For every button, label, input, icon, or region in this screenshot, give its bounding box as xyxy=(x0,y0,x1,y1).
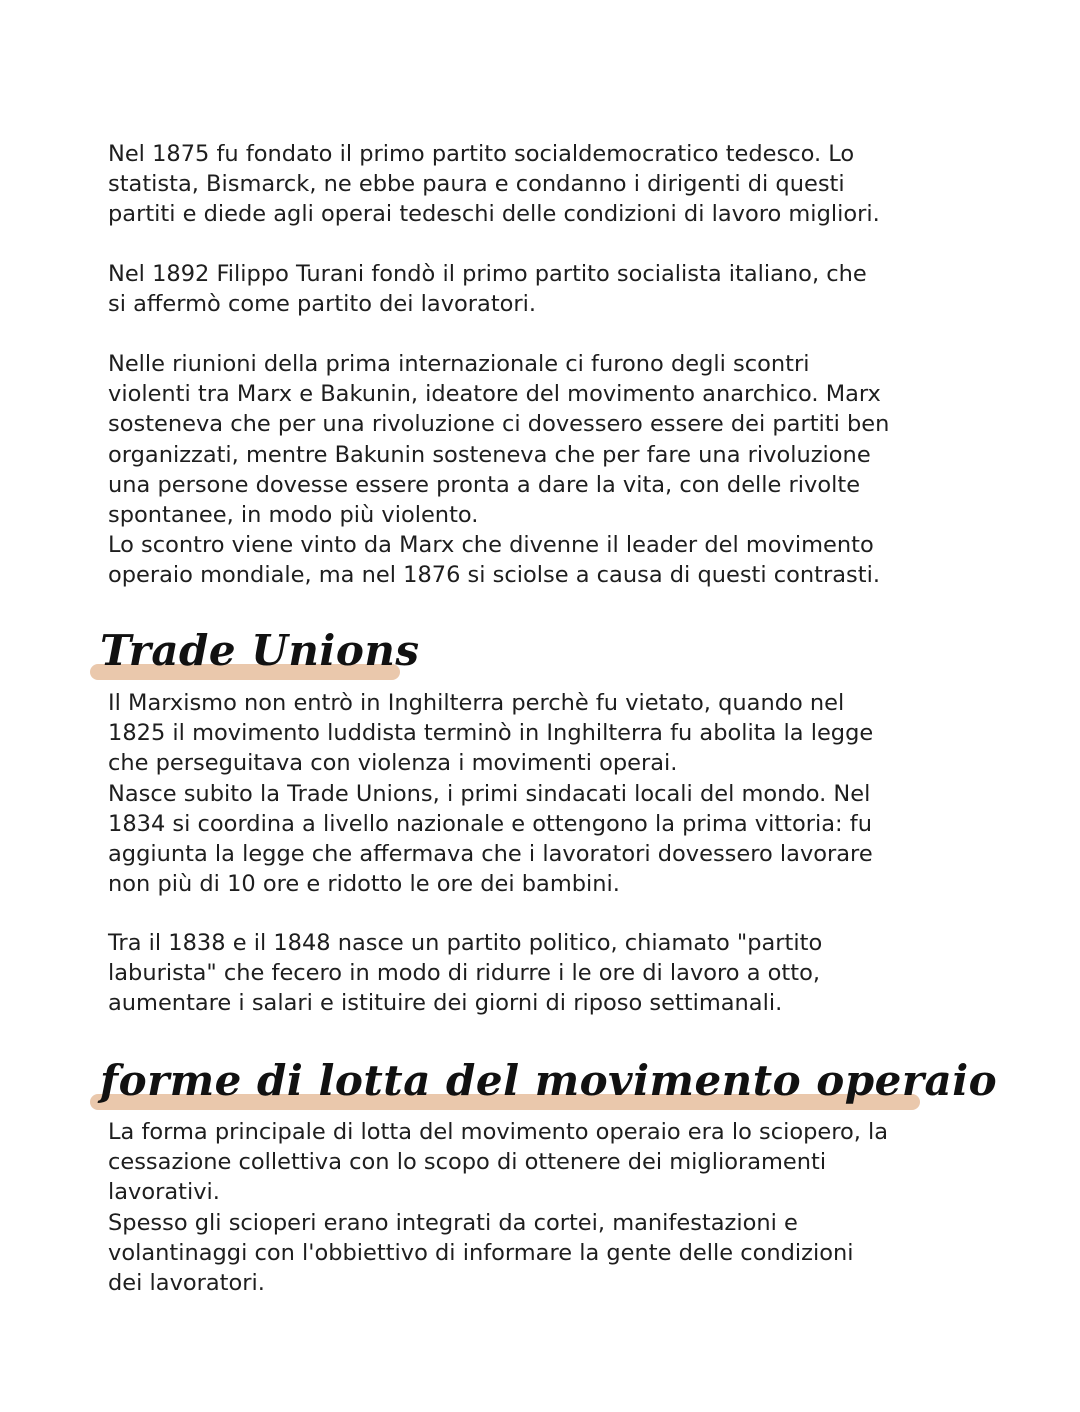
text-line: volantinaggi con l'obbiettivo di informare la gente delle condizioni xyxy=(108,1239,854,1266)
text-line: Tra il 1838 e il 1848 nasce un partito politico, chiamato "partito xyxy=(108,930,823,956)
text-line: Lo scontro viene vinto da Marx che divenne il leader del movimento xyxy=(108,532,874,559)
text-line: 1834 si coordina a livello nazionale e ottengono la prima vittoria: fu xyxy=(108,810,872,837)
text-line: aggiunta la legge che affermava che i lavoratori dovessero lavorare xyxy=(108,841,873,868)
heading-forme-di-lotta xyxy=(100,1050,997,1120)
paragraph-trade-unions xyxy=(108,688,988,899)
paragraph-forme-di-lotta xyxy=(108,1117,988,1298)
text-line: Nasce subito la Trade Unions, i primi sindacati locali del mondo. Nel xyxy=(108,780,871,807)
text-line: non più di 10 ore e ridotto le ore dei bambini. xyxy=(108,871,620,898)
paragraph-labour-party xyxy=(108,928,988,1019)
text-line: Nel 1892 Filippo Turani fondò il primo partito socialista italiano, che xyxy=(108,261,867,287)
heading-text: forme di lotta del movimento operaio xyxy=(100,1056,998,1105)
text-line: partiti e diede agli operai tedeschi delle condizioni di lavoro migliori. xyxy=(108,201,880,228)
text-line: dei lavoratori. xyxy=(108,1270,265,1297)
heading-text: Trade Unions xyxy=(100,626,420,675)
text-line: aumentare i salari e istituire dei giorni di riposo settimanali. xyxy=(108,990,783,1017)
text-line: una persone dovesse essere pronta a dare la vita, con delle rivolte xyxy=(108,471,861,498)
text-line: 1825 il movimento luddista terminò in Inghilterra fu abolita la legge xyxy=(108,720,874,747)
heading-trade-unions xyxy=(100,620,420,690)
text-line: statista, Bismarck, ne ebbe paura e condanno i dirigenti di questi xyxy=(108,171,845,198)
text-line: cessazione collettiva con lo scopo di ottenere dei miglioramenti xyxy=(108,1149,827,1176)
text-line: La forma principale di lotta del movimento operaio era lo sciopero, la xyxy=(108,1119,889,1145)
text-line: sosteneva che per una rivoluzione ci dovessero essere dei partiti ben xyxy=(108,411,890,438)
text-line: operaio mondiale, ma nel 1876 si sciolse a causa di questi contrasti. xyxy=(108,562,880,589)
text-line: violenti tra Marx e Bakunin, ideatore del movimento anarchico. Marx xyxy=(108,381,881,408)
text-line: Il Marxismo non entrò in Inghilterra perchè fu vietato, quando nel xyxy=(108,690,845,716)
text-line: si affermò come partito dei lavoratori. xyxy=(108,291,537,318)
paragraph-first-international xyxy=(108,349,988,591)
text-line: Nelle riunioni della prima internazionale ci furono degli scontri xyxy=(108,351,810,377)
text-line: organizzati, mentre Bakunin sosteneva che per fare una rivoluzione xyxy=(108,441,871,468)
text-line: Nel 1875 fu fondato il primo partito socialdemocratico tedesco. Lo xyxy=(108,141,855,167)
text-line: lavorativi. xyxy=(108,1179,220,1206)
paragraph-italian-socialist-party xyxy=(108,259,988,319)
text-line: che perseguitava con violenza i movimenti operai. xyxy=(108,750,678,777)
text-line: spontanee, in modo più violento. xyxy=(108,502,479,529)
text-line: Spesso gli scioperi erano integrati da cortei, manifestazioni e xyxy=(108,1209,798,1236)
paragraph-socialdemocratic-party xyxy=(108,139,988,230)
text-line: laburista" che fecero in modo di ridurre i le ore di lavoro a otto, xyxy=(108,960,820,987)
